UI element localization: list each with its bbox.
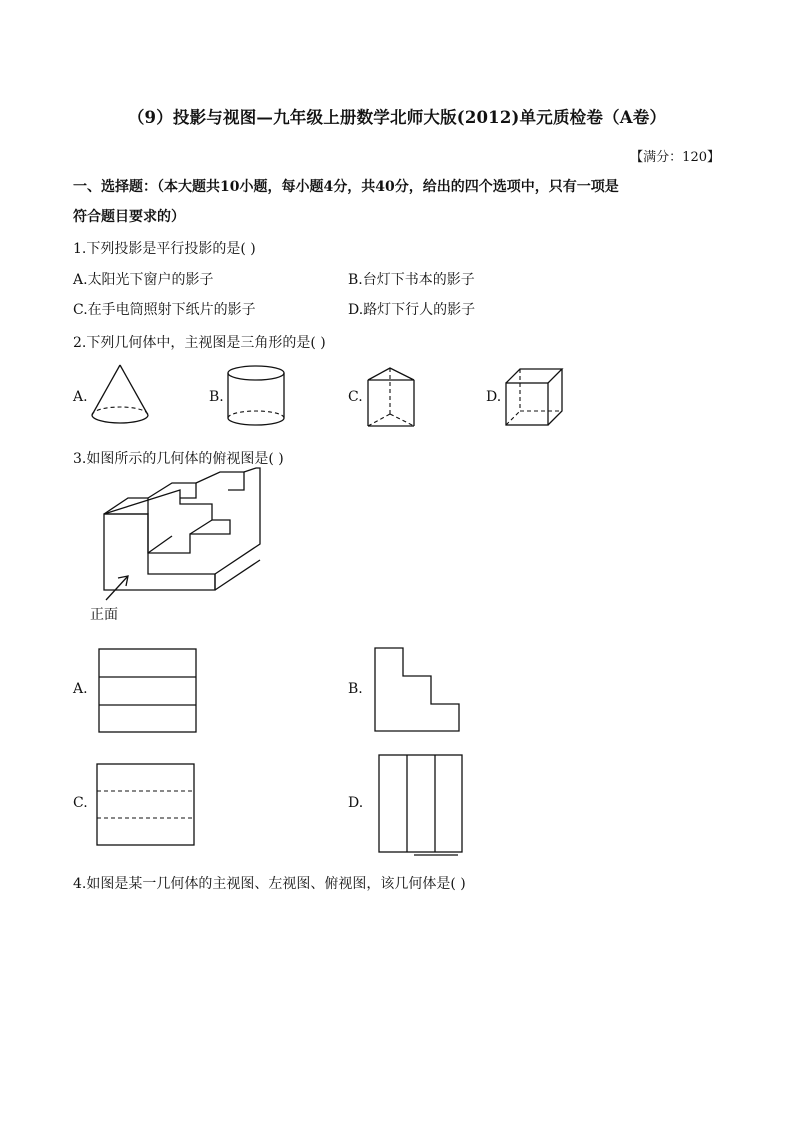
option-c-dashed-view xyxy=(96,763,196,847)
front-direction-arrow xyxy=(104,572,134,602)
question-4-stem: 4.如图是某一几何体的主视图、左视图、俯视图，该几何体是( ) xyxy=(73,876,466,892)
option-b-stepped-view xyxy=(374,647,462,733)
option-label: D. xyxy=(348,302,364,318)
question-3-option-b-label: B. xyxy=(348,681,363,697)
question-2-option-d-label: D. xyxy=(486,389,502,405)
question-1-option-d xyxy=(348,299,475,319)
question-1-stem: 1.下列投影是平行投影的是( ) xyxy=(73,241,256,257)
question-2-option-a-label: A. xyxy=(73,389,88,405)
option-a-top-view xyxy=(98,648,198,734)
option-text: 太阳光下窗户的影子 xyxy=(87,272,214,288)
cylinder-icon xyxy=(226,364,288,430)
option-label: A. xyxy=(73,272,88,288)
question-3-option-d-label: D. xyxy=(348,795,364,811)
section-heading-line1: 一、选择题：（本大题共10小题，每小题4分，共40分，给出的四个选项中，只有一项是 xyxy=(73,179,619,195)
option-text: 在手电筒照射下纸片的影子 xyxy=(87,302,256,318)
cone-icon xyxy=(88,363,152,433)
option-label: C. xyxy=(73,302,88,318)
full-score: 【满分：120】 xyxy=(630,150,720,165)
option-text: 台灯下书本的影子 xyxy=(362,272,475,288)
section-heading-line2: 符合题目要求的） xyxy=(73,209,185,225)
question-2-stem: 2.下列几何体中，主视图是三角形的是( ) xyxy=(73,335,326,351)
question-1-option-a xyxy=(73,269,214,289)
triangular-prism-icon xyxy=(364,366,420,430)
option-text: 路灯下行人的影子 xyxy=(363,302,476,318)
question-3-option-c-label: C. xyxy=(73,795,88,811)
question-1-option-b xyxy=(348,269,475,289)
question-2-option-c-label: C. xyxy=(348,389,363,405)
question-2-option-b-label: B. xyxy=(209,389,224,405)
option-d-vertical-view xyxy=(378,754,466,858)
cube-icon xyxy=(502,367,566,429)
question-3-option-a-label: A. xyxy=(73,681,88,697)
option-label: B. xyxy=(348,272,363,288)
front-label: 正面 xyxy=(90,607,118,623)
page-title: （9）投影与视图—九年级上册数学北师大版(2012)单元质检卷（A卷） xyxy=(127,108,667,127)
question-1-option-c xyxy=(73,299,256,319)
question-3-stem: 3.如图所示的几何体的俯视图是( ) xyxy=(73,451,284,467)
